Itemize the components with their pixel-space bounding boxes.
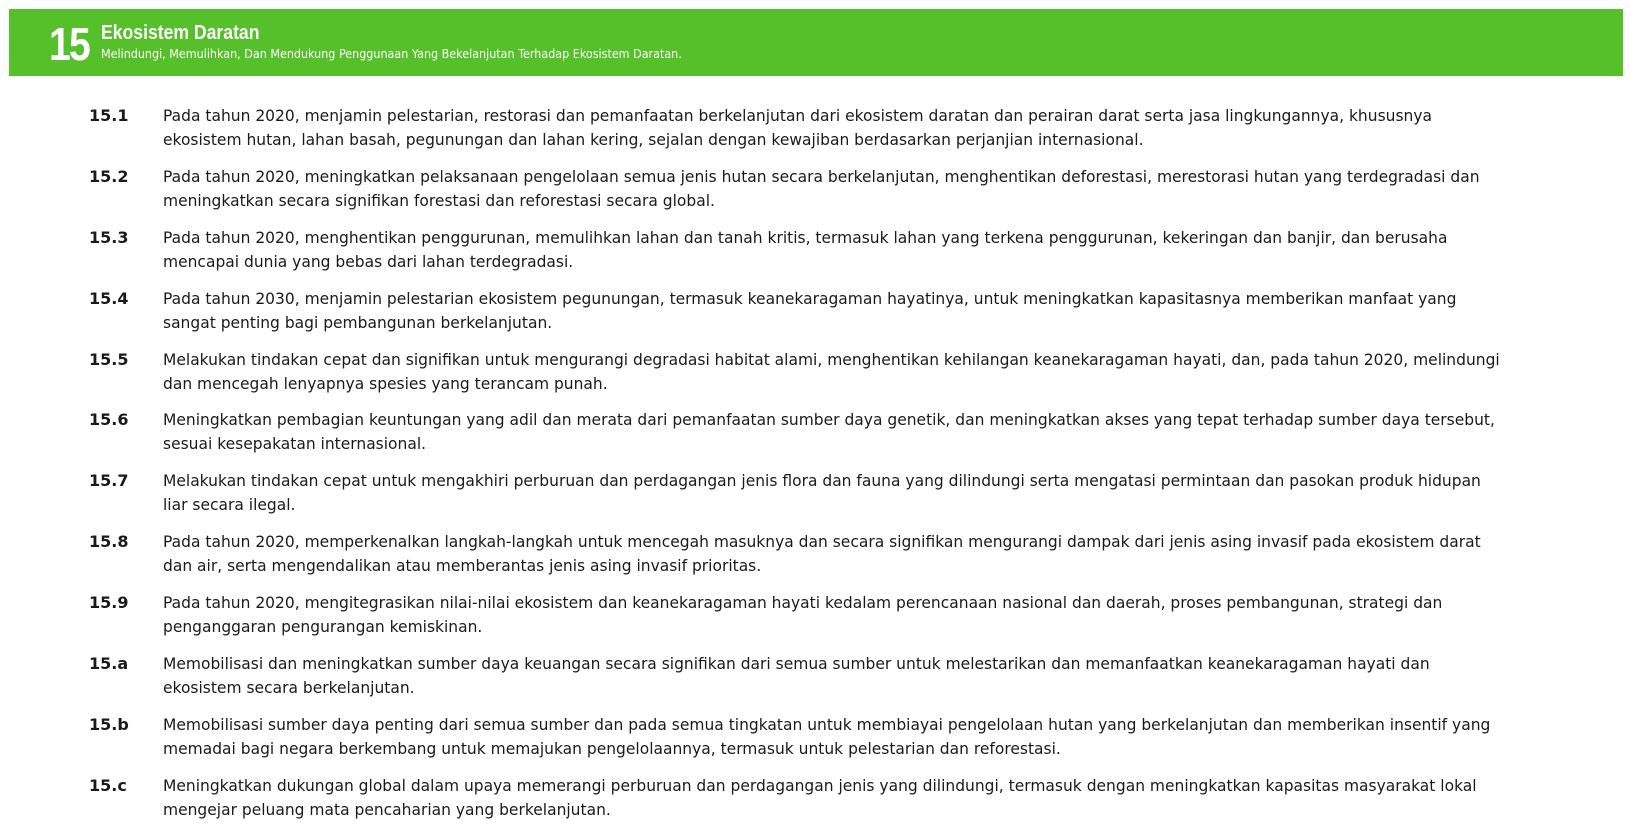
target-item	[0, 772, 1630, 833]
target-list	[0, 102, 1630, 833]
target-item	[0, 102, 1630, 163]
target-item	[0, 285, 1630, 346]
target-code: 15.8	[89, 532, 129, 552]
target-text: Pada tahun 2020, menjamin pelestarian, restorasi dan pemanfaatan berkelanjutan dari ekosistem daratan dan perairan darat serta jasa lingkungannya, khususnya ekosistem hutan, lahan basah, pegunungan dan lahan kering, sejalan dengan kewajiban berdasarkan perjanjian internasional.	[163, 106, 1433, 149]
target-item	[0, 528, 1630, 589]
target-item	[0, 406, 1630, 467]
target-text: Meningkatkan pembagian keuntungan yang adil dan merata dari pemanfaatan sumber daya genetik, dan meningkatkan akses yang tepat terhadap sumber daya tersebut, sesuai kesepakatan internasional.	[163, 410, 1495, 454]
target-code: 15.a	[89, 654, 129, 674]
target-text: Melakukan tindakan cepat dan signifikan untuk mengurangi degradasi habitat alami, menghentikan kehilangan keanekaragaman hayati, dan, pada tahun 2020, melindungi dan mencegah lenyapnya spesies yang terancam punah.	[163, 349, 1500, 393]
target-code: 15.3	[89, 227, 129, 247]
target-code: 15.4	[89, 288, 129, 308]
target-item	[0, 346, 1630, 407]
goal-subtitle: Melindungi, Memulihkan, Dan Mendukung Penggunaan Yang Bekelanjutan Terhadap Ekosistem Daratan.	[101, 47, 682, 61]
target-text: Meningkatkan dukungan global dalam upaya memerangi perburuan dan perdagangan jenis yang dilindungi, termasuk dengan meningkatkan kapasitas masyarakat lokal mengejar peluang mata pencaharian yang berkelanjutan.	[163, 775, 1477, 819]
target-item	[0, 163, 1630, 224]
goal-number: 15	[49, 18, 90, 70]
target-item	[0, 650, 1630, 711]
target-text: Pada tahun 2020, memperkenalkan langkah-langkah untuk mencegah masuknya dan secara signifikan mengurangi dampak dari jenis asing invasif pada ekosistem darat dan air, serta mengendalikan atau memberantas jenis asing invasif prioritas.	[163, 532, 1481, 576]
target-text: Pada tahun 2020, menghentikan penggurunan, memulihkan lahan dan tanah kritis, termasuk lahan yang terkena penggurunan, kekeringan dan banjir, dan berusaha mencapai dunia yang bebas dari lahan terdegradasi.	[163, 227, 1448, 271]
target-item	[0, 711, 1630, 772]
target-code: 15.2	[89, 166, 129, 186]
target-item	[0, 589, 1630, 650]
target-code: 15.b	[89, 714, 129, 734]
target-code: 15.5	[89, 349, 129, 369]
target-item	[0, 224, 1630, 285]
target-text: Melakukan tindakan cepat untuk mengakhiri perburuan dan perdagangan jenis flora dan fauna yang dilindungi serta mengatasi permintaan dan pasokan produk hidupan liar secara ilegal.	[163, 471, 1481, 515]
target-code: 15.7	[89, 471, 129, 491]
target-text: Memobilisasi dan meningkatkan sumber daya keuangan secara signifikan dari semua sumber untuk melestarikan dan memanfaatkan keanekaragaman hayati dan ekosistem secara berkelanjutan.	[163, 654, 1430, 698]
target-code: 15.9	[89, 593, 129, 613]
target-text: Pada tahun 2030, menjamin pelestarian ekosistem pegunungan, termasuk keanekaragaman hayatinya, untuk meningkatkan kapasitasnya memberikan manfaat yang sangat penting bagi pembangunan berkelanjutan.	[163, 288, 1457, 332]
goal-title: Ekosistem Daratan	[101, 22, 260, 44]
target-text: Memobilisasi sumber daya penting dari semua sumber dan pada semua tingkatan untuk membiayai pengelolaan hutan yang berkelanjutan dan memberikan insentif yang memadai bagi negara berkembang untuk memajukan pengelolaannya, termasuk untuk pelestarian dan reforestasi.	[163, 714, 1491, 758]
target-item	[0, 467, 1630, 528]
target-code: 15.c	[89, 775, 127, 795]
target-code: 15.6	[89, 410, 129, 430]
target-code: 15.1	[89, 106, 129, 125]
goal-banner	[9, 9, 1623, 76]
target-text: Pada tahun 2020, meningkatkan pelaksanaan pengelolaan semua jenis hutan secara berkelanjutan, menghentikan deforestasi, merestorasi hutan yang terdegradasi dan meningkatkan secara signifikan forestasi dan reforestasi secara global.	[163, 166, 1480, 210]
target-text: Pada tahun 2020, mengitegrasikan nilai-nilai ekosistem dan keanekaragaman hayati kedalam perencanaan nasional dan daerah, proses pembangunan, strategi dan penganggaran pengurangan kemiskinan.	[163, 593, 1443, 637]
